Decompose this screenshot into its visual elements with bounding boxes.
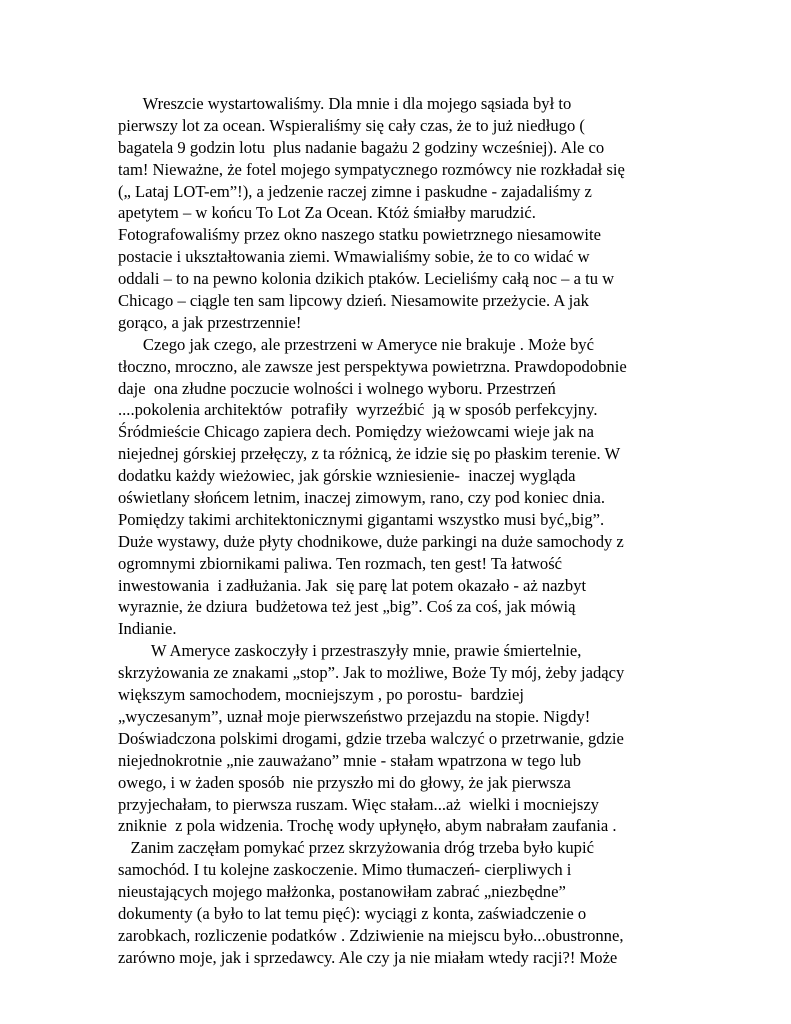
text-line: apetytem – w końcu To Lot Za Ocean. Któż śmiałby marudzić. [118, 203, 536, 223]
text-line: bagatela 9 godzin lotu plus nadanie bagażu 2 godziny wcześniej). Ale co [118, 137, 605, 157]
text-line: samochód. I tu kolejne zaskoczenie. Mimo tłumaczeń- cierpliwych i [118, 860, 572, 880]
text-line: Pomiędzy takimi architektonicznymi gigantami wszystko musi być„big”. [118, 509, 605, 529]
text-line: Doświadczona polskimi drogami, gdzie trzeba walczyć o przetrwanie, gdzie [118, 728, 624, 748]
text-line: ....pokolenia architektów potrafiły wyrzeźbić ją w sposób perfekcyjny. [118, 400, 598, 420]
text-line: Czego jak czego, ale przestrzeni w Ameryce nie brakuje . Może być [118, 334, 594, 354]
text-line: oddali – to na pewno kolonia dzikich ptaków. Lecieliśmy całą noc – a tu w [118, 269, 615, 289]
text-line: pierwszy lot za ocean. Wspieraliśmy się cały czas, że to już niedługo ( [118, 115, 585, 135]
text-line: tłoczno, mroczno, ale zawsze jest perspektywa powietrzna. Prawdopodobnie [118, 356, 627, 376]
text-line: przyjechałam, to pierwsza ruszam. Więc stałam...aż wielki i mocniejszy [118, 794, 599, 814]
text-line: („ Lataj LOT-em”!), a jedzenie raczej zimne i paskudne - zajadaliśmy z [118, 181, 592, 201]
text-line: niejednej górskiej przełęczy, z ta różnicą, że idzie się po płaskim terenie. W [118, 444, 621, 464]
text-line: zarówno moje, jak i sprzedawcy. Ale czy ja nie miałam wtedy racji?! Może [118, 947, 618, 967]
text-line: postacie i ukształtowania ziemi. Wmawialiśmy sobie, że to co widać w [118, 247, 590, 267]
text-line: owego, i w żaden sposób nie przyszło mi do głowy, że jak pierwsza [118, 772, 571, 792]
text-line: ogromnymi zbiornikami paliwa. Ten rozmach, ten gest! Ta łatwość [118, 553, 563, 573]
text-line: nieustających mojego małżonka, postanowiłam zabrać „niezbędne” [118, 882, 566, 902]
text-line: zarobkach, rozliczenie podatków . Zdziwienie na miejscu było...obustronne, [118, 925, 624, 945]
text-line: W Ameryce zaskoczyły i przestraszyły mnie, prawie śmiertelnie, [118, 641, 582, 661]
text-line: skrzyżowania ze znakami „stop”. Jak to możliwe, Boże Ty mój, żeby jadący [118, 663, 625, 683]
body-text [118, 93, 678, 969]
text-line: dodatku każdy wieżowiec, jak górskie wzniesienie- inaczej wygląda [118, 466, 576, 486]
text-line: Indianie. [118, 619, 177, 639]
text-line: tam! Nieważne, że fotel mojego sympatycznego rozmówcy nie rozkładał się [118, 159, 625, 179]
text-line: niejednokrotnie „nie zauważano” mnie - stałam wpatrzona w tego lub [118, 750, 582, 770]
text-line: Śródmieście Chicago zapiera dech. Pomiędzy wieżowcami wieje jak na [118, 422, 594, 442]
text-line: Chicago – ciągle ten sam lipcowy dzień. Niesamowite przeżycie. A jak [118, 291, 589, 311]
text-line: Fotografowaliśmy przez okno naszego statku powietrznego niesamowite [118, 225, 601, 245]
text-line: większym samochodem, mocniejszym , po porostu- bardziej [118, 685, 524, 705]
text-line: „wyczesanym”, uznał moje pierwszeństwo przejazdu na stopie. Nigdy! [118, 706, 591, 726]
text-line: Duże wystawy, duże płyty chodnikowe, duże parkingi na duże samochody z [118, 531, 624, 551]
text-line: gorąco, a jak przestrzennie! [118, 312, 302, 332]
text-line: oświetlany słońcem letnim, inaczej zimowym, rano, czy pod koniec dnia. [118, 488, 606, 508]
text-line: wyraznie, że dziura budżetowa też jest „big”. Coś za coś, jak mówią [118, 597, 576, 617]
text-line: zniknie z pola widzenia. Trochę wody upłynęło, abym nabrałam zaufania . [118, 816, 617, 836]
text-line: Wreszcie wystartowaliśmy. Dla mnie i dla mojego sąsiada był to [118, 94, 572, 113]
text-line: dokumenty (a było to lat temu pięć): wyciągi z konta, zaświadczenie o [118, 903, 587, 923]
text-line: daje ona złudne poczucie wolności i wolnego wyboru. Przestrzeń [118, 378, 556, 398]
text-line: inwestowania i zadłużania. Jak się parę lat potem okazało - aż nazbyt [118, 575, 587, 595]
text-line: Zanim zaczęłam pomykać przez skrzyżowania dróg trzeba było kupić [118, 838, 594, 858]
